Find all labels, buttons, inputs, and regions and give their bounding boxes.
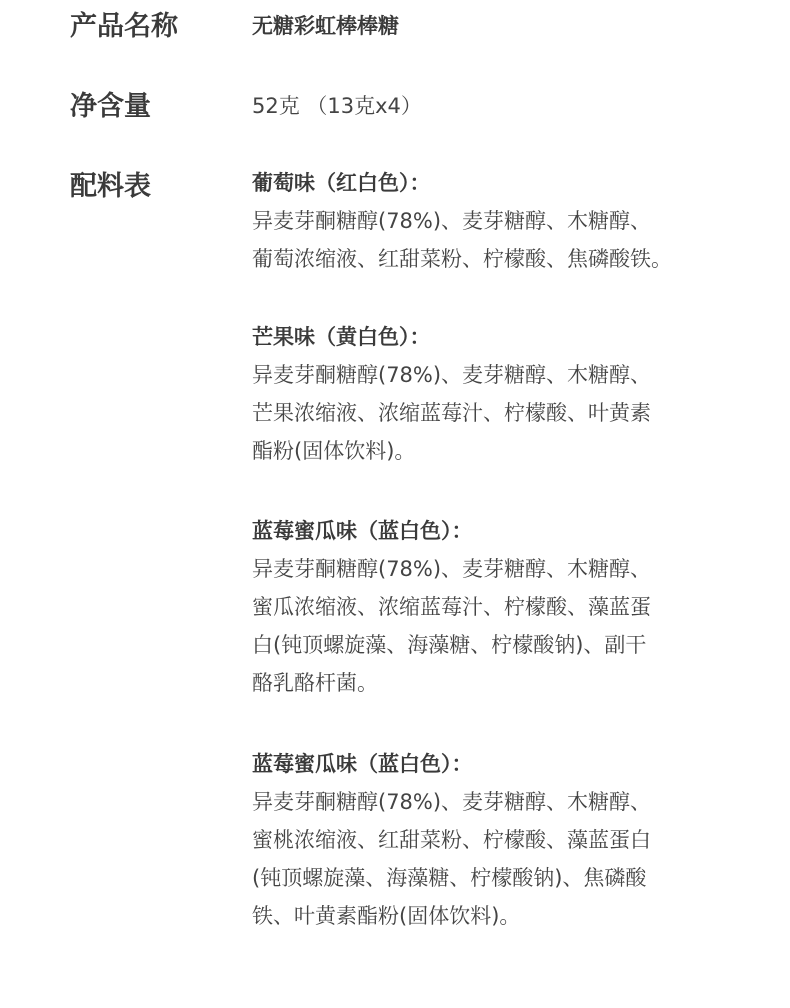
ingredient-line: 白(钝顶螺旋藻、海藻糖、柠檬酸钠)、副干: [252, 633, 647, 657]
ingredient-line: 异麦芽酮糖醇(78%)、麦芽糖醇、木糖醇、: [252, 363, 652, 387]
ingredient-line: 蜜桃浓缩液、红甜菜粉、柠檬酸、藻蓝蛋白: [252, 828, 651, 852]
ingredient-line: (钝顶螺旋藻、海藻糖、柠檬酸钠)、焦磷酸: [252, 866, 647, 890]
net-weight-value: 52克 （13克x4）: [252, 94, 422, 118]
flavor-title: 蓝莓蜜瓜味（蓝白色）：: [252, 752, 473, 776]
flavor-title: 芒果味（黄白色）：: [252, 325, 431, 349]
product-name-label: 产品名称: [70, 11, 178, 42]
ingredient-line: 铁、叶黄素酯粉(固体饮料)。: [252, 904, 521, 928]
flavor-title: 蓝莓蜜瓜味（蓝白色）：: [252, 519, 473, 543]
ingredient-line: 异麦芽酮糖醇(78%)、麦芽糖醇、木糖醇、: [252, 209, 652, 233]
flavor-section-mango: [252, 318, 762, 470]
flavor-section-blueberry-melon-2: [252, 745, 762, 935]
flavor-section-blueberry-melon: [252, 512, 762, 702]
ingredient-line: 酪乳酪杆菌。: [252, 671, 378, 695]
ingredient-line: 葡萄浓缩液、红甜菜粉、柠檬酸、焦磷酸铁。: [252, 247, 672, 271]
ingredients-label: 配料表: [70, 171, 151, 202]
flavor-title: 葡萄味（红白色）：: [252, 171, 431, 195]
ingredient-line: 酯粉(固体饮料)。: [252, 439, 416, 463]
ingredient-line: 异麦芽酮糖醇(78%)、麦芽糖醇、木糖醇、: [252, 557, 652, 581]
ingredient-line: 蜜瓜浓缩液、浓缩蓝莓汁、柠檬酸、藻蓝蛋: [252, 595, 651, 619]
ingredient-line: 芒果浓缩液、浓缩蓝莓汁、柠檬酸、叶黄素: [252, 401, 651, 425]
product-name-value: 无糖彩虹棒棒糖: [252, 14, 399, 38]
ingredient-line: 异麦芽酮糖醇(78%)、麦芽糖醇、木糖醇、: [252, 790, 652, 814]
flavor-section-grape: [252, 164, 762, 278]
net-weight-label: 净含量: [70, 91, 151, 122]
